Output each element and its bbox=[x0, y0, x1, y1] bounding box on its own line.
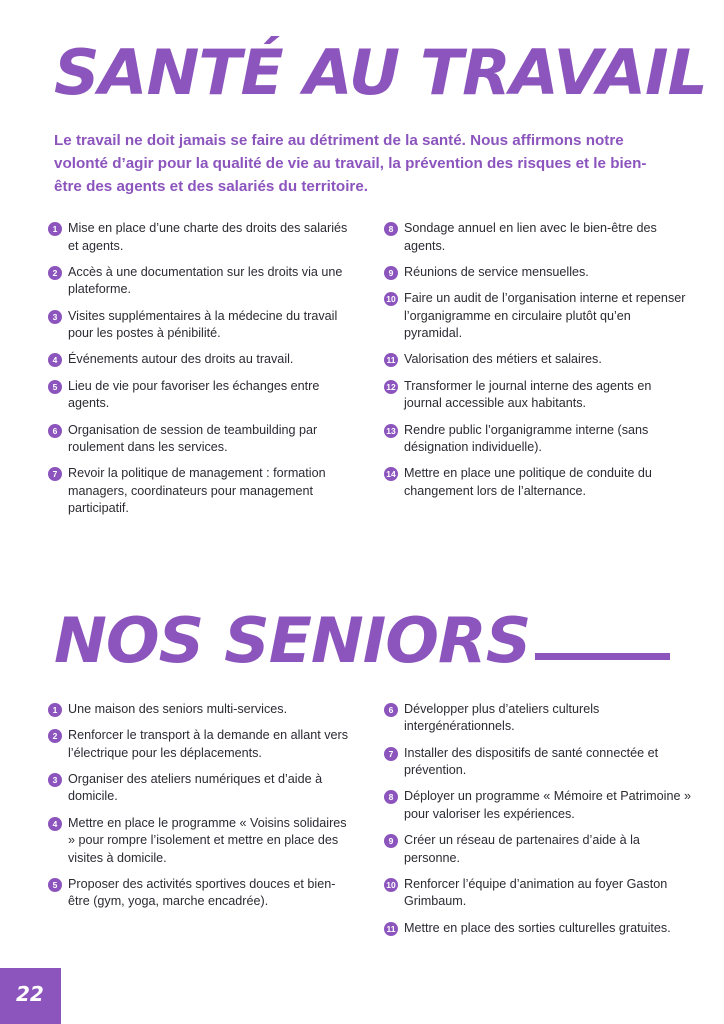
item-text: Revoir la politique de management : formation managers, coordinateurs pour management participatif. bbox=[68, 466, 326, 516]
section-intro: Le travail ne doit jamais se faire au détriment de la santé. Nous affirmons notre volonté d’agir pour la qualité de vie au travail, la prévention des risques et le bien-être des agents et des salariés du territoire. bbox=[54, 131, 647, 196]
item-number-badge: 13 bbox=[384, 424, 398, 438]
list-item bbox=[384, 351, 692, 368]
list-item bbox=[48, 264, 356, 299]
item-text: Sondage annuel en lien avec le bien-être des agents. bbox=[404, 221, 657, 253]
section-title: NOS SENIORS bbox=[54, 604, 531, 677]
item-number-badge: 8 bbox=[384, 790, 398, 804]
right-column bbox=[384, 220, 692, 526]
item-text: Lieu de vie pour favoriser les échanges entre agents. bbox=[68, 378, 320, 411]
list-item bbox=[48, 422, 356, 457]
item-number-badge: 2 bbox=[48, 729, 62, 743]
left-column bbox=[48, 220, 356, 526]
item-number-badge: 6 bbox=[384, 703, 398, 717]
item-text: Organisation de session de teambuilding par roulement dans les services. bbox=[68, 422, 318, 454]
item-number-badge: 4 bbox=[48, 817, 62, 831]
item-text: Réunions de service mensuelles. bbox=[404, 264, 589, 279]
item-number-badge: 4 bbox=[48, 353, 62, 367]
item-text: Visites supplémentaires à la médecine du travail pour les postes à pénibilité. bbox=[68, 308, 338, 341]
item-text: Organiser des ateliers numériques et d’aide à domicile. bbox=[68, 772, 323, 804]
page-edge-line bbox=[59, 968, 61, 1024]
item-number-badge: 3 bbox=[48, 773, 62, 787]
item-text: Événements autour des droits au travail. bbox=[68, 352, 294, 367]
item-number-badge: 9 bbox=[384, 834, 398, 848]
item-number-badge: 1 bbox=[48, 703, 62, 717]
item-text: Une maison des seniors multi-services. bbox=[68, 701, 288, 716]
list-item bbox=[48, 771, 356, 806]
list-item bbox=[384, 465, 692, 500]
list-item bbox=[384, 745, 692, 780]
item-text: Installer des dispositifs de santé connectée et prévention. bbox=[404, 745, 659, 778]
item-text: Rendre public l’organigramme interne (sans désignation individuelle). bbox=[404, 422, 649, 454]
item-number-badge: 5 bbox=[48, 380, 62, 394]
item-number-badge: 8 bbox=[384, 222, 398, 236]
list-item bbox=[384, 876, 692, 911]
list-item bbox=[48, 876, 356, 911]
item-text: Faire un audit de l’organisation interne et repenser l’organigramme en circulaire plutôt qu’en pyramidal. bbox=[404, 291, 686, 341]
list-item bbox=[48, 351, 356, 368]
item-number-badge: 2 bbox=[48, 266, 62, 280]
heading-rule bbox=[535, 653, 670, 660]
list-item bbox=[384, 788, 692, 823]
list-item bbox=[384, 920, 692, 937]
page-number: 22 bbox=[16, 982, 44, 1006]
section-heading-row bbox=[0, 604, 724, 677]
item-number-badge: 3 bbox=[48, 310, 62, 324]
item-text: Accès à une documentation sur les droits via une plateforme. bbox=[68, 264, 343, 297]
list-item bbox=[48, 815, 356, 867]
item-number-badge: 1 bbox=[48, 222, 62, 236]
item-text: Renforcer l’équipe d’animation au foyer Gaston Grimbaum. bbox=[404, 876, 668, 909]
right-column bbox=[384, 701, 692, 946]
item-number-badge: 7 bbox=[48, 467, 62, 481]
item-number-badge: 9 bbox=[384, 266, 398, 280]
list-item bbox=[384, 422, 692, 457]
list-item bbox=[384, 264, 692, 281]
item-number-badge: 6 bbox=[48, 424, 62, 438]
item-number-badge: 11 bbox=[384, 922, 398, 936]
list-item bbox=[48, 220, 356, 255]
list-item bbox=[48, 308, 356, 343]
item-text: Mettre en place une politique de conduite du changement lors de l’alternance. bbox=[404, 466, 652, 498]
list-item bbox=[384, 220, 692, 255]
item-text: Déployer un programme « Mémoire et Patrimoine » pour valoriser les expériences. bbox=[404, 789, 691, 821]
item-number-badge: 14 bbox=[384, 467, 398, 481]
item-text: Créer un réseau de partenaires d’aide à la personne. bbox=[404, 833, 640, 865]
list-item bbox=[384, 290, 692, 342]
item-text: Mise en place d’une charte des droits des salariés et agents. bbox=[68, 221, 348, 253]
section-columns bbox=[48, 701, 691, 946]
item-text: Mettre en place des sorties culturelles gratuites. bbox=[404, 920, 671, 935]
page-title: SANTÉ AU TRAVAIL bbox=[54, 36, 707, 109]
left-column bbox=[48, 701, 356, 946]
section-nos-seniors bbox=[0, 604, 724, 946]
list-item bbox=[48, 378, 356, 413]
item-text: Valorisation des métiers et salaires. bbox=[404, 352, 602, 367]
item-number-badge: 11 bbox=[384, 353, 398, 367]
item-number-badge: 5 bbox=[48, 878, 62, 892]
item-text: Transformer le journal interne des agents en journal accessible aux habitants. bbox=[404, 378, 652, 411]
section-columns bbox=[48, 220, 686, 526]
list-item bbox=[384, 832, 692, 867]
item-number-badge: 10 bbox=[384, 878, 398, 892]
list-item bbox=[48, 465, 356, 517]
list-item bbox=[48, 727, 356, 762]
list-item bbox=[384, 701, 692, 736]
item-text: Proposer des activités sportives douces et bien-être (gym, yoga, marche encadrée). bbox=[68, 876, 336, 909]
item-number-badge: 12 bbox=[384, 380, 398, 394]
item-text: Développer plus d’ateliers culturels intergénérationnels. bbox=[404, 701, 600, 734]
list-item bbox=[384, 378, 692, 413]
list-item bbox=[48, 701, 356, 718]
item-text: Mettre en place le programme « Voisins solidaires » pour rompre l’isolement et mettre en place des visites à domicile. bbox=[68, 815, 347, 865]
item-number-badge: 10 bbox=[384, 292, 398, 306]
item-number-badge: 7 bbox=[384, 747, 398, 761]
section-sante-au-travail bbox=[0, 36, 724, 526]
item-text: Renforcer le transport à la demande en allant vers l’électrique pour les déplacements. bbox=[68, 728, 349, 760]
section-heading-row bbox=[0, 36, 724, 109]
